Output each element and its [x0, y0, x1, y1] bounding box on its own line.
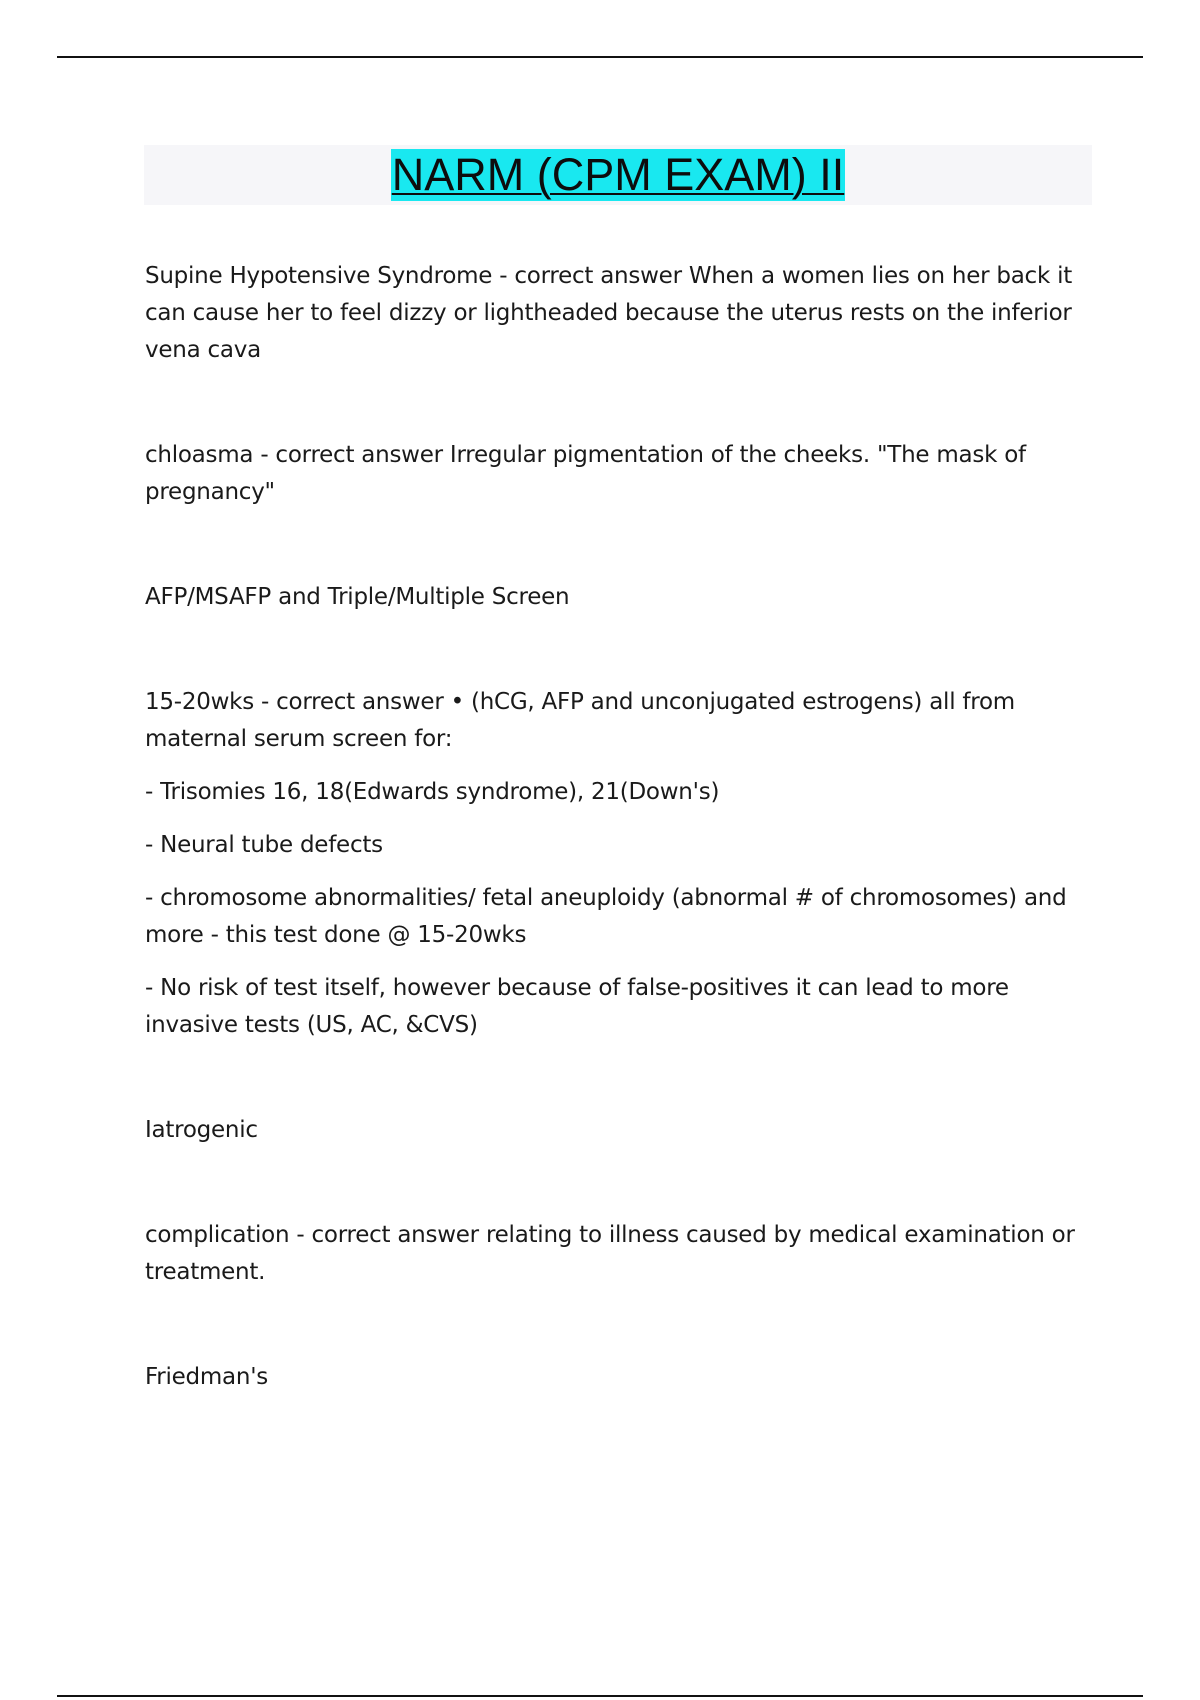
paragraph-iatrogenic: Iatrogenic — [145, 1117, 258, 1143]
bullet-chromosome: - chromosome abnormalities/ fetal aneuploidy (abnormal # of chromosomes) and more - this test done @ 15-20wks — [145, 885, 1067, 948]
footer-rule — [57, 1695, 1143, 1697]
document-body — [145, 258, 1100, 1396]
paragraph-15-20wks: 15-20wks - correct answer • (hCG, AFP and unconjugated estrogens) all from maternal serum screen for: — [145, 689, 1015, 752]
bullet-neural-tube: - Neural tube defects — [145, 832, 383, 858]
bullet-no-risk: - No risk of test itself, however because of false-positives it can lead to more invasive tests (US, AC, &CVS) — [145, 975, 1009, 1038]
paragraph-supine-hypotensive: Supine Hypotensive Syndrome - correct answer When a women lies on her back it can cause her to feel dizzy or lightheaded because the uterus rests on the inferior vena cava — [145, 263, 1072, 363]
paragraph-afp-heading: AFP/MSAFP and Triple/Multiple Screen — [145, 584, 570, 610]
title-band — [144, 145, 1092, 205]
header-rule — [57, 56, 1143, 58]
document-title: NARM (CPM EXAM) II — [391, 149, 845, 200]
paragraph-complication: complication - correct answer relating to illness caused by medical examination or treatment. — [145, 1222, 1075, 1285]
bullet-trisomies: - Trisomies 16, 18(Edwards syndrome), 21(Down's) — [145, 779, 720, 805]
paragraph-friedmans: Friedman's — [145, 1364, 269, 1390]
paragraph-chloasma: chloasma - correct answer Irregular pigmentation of the cheeks. "The mask of pregnancy" — [145, 442, 1026, 505]
